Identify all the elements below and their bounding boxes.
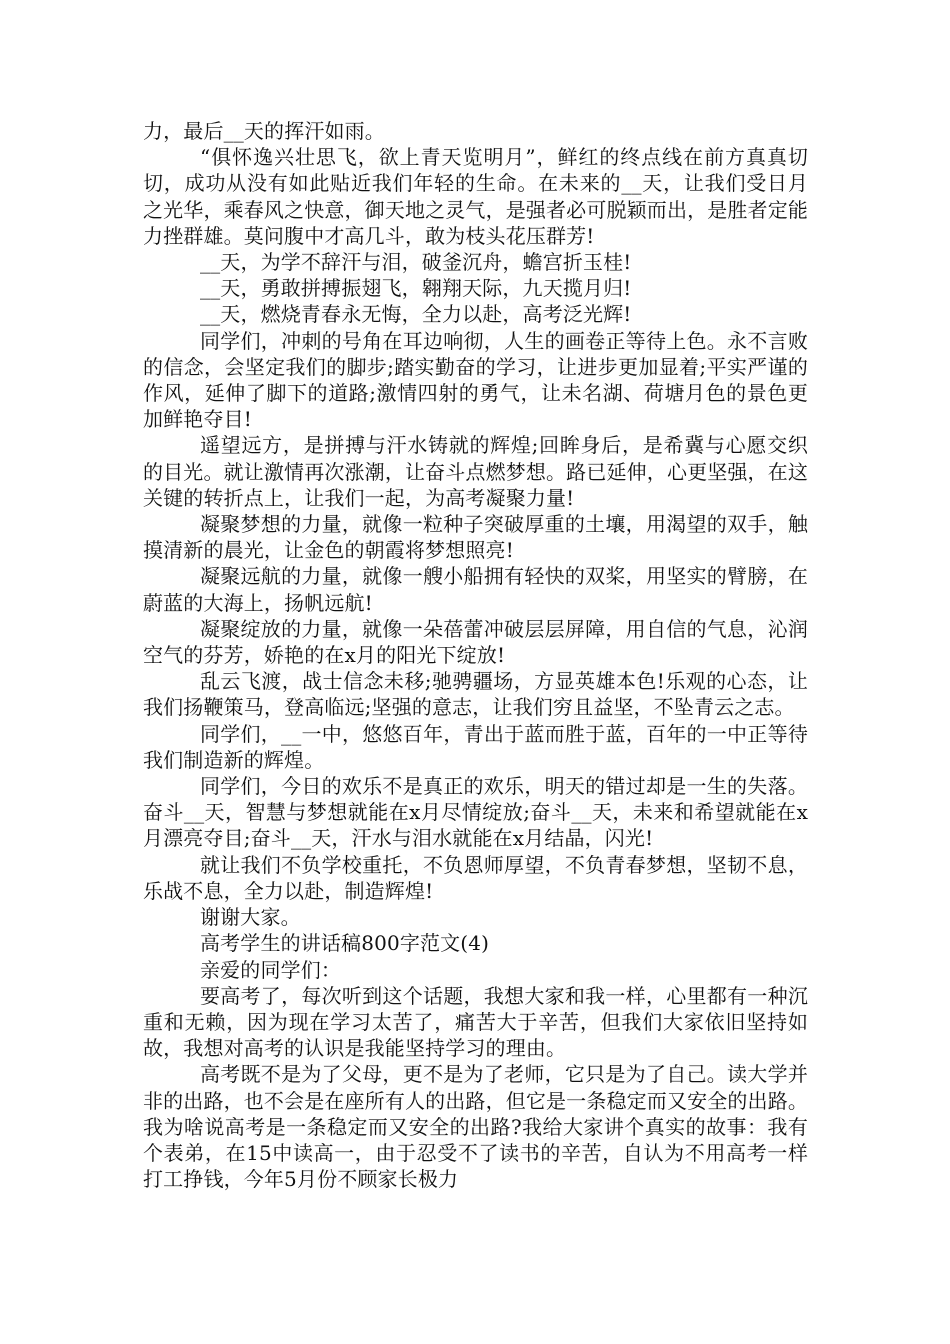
paragraph: __天，为学不辞汗与泪，破釜沉舟，蟾宫折玉桂! <box>200 250 632 275</box>
section-heading: 高考学生的讲话稿800字范文(4) <box>200 931 490 956</box>
paragraph: 凝聚绽放的力量，就像一朵蓓蕾冲破层层屏障，用自信的气息，沁润空气的芬芳，娇艳的在x月的阳光下绽放! <box>143 616 808 668</box>
paragraph: 同学们，冲刺的号角在耳边响彻，人生的画卷正等待上色。永不言败的信念，会坚定我们的脚步;踏实勤奋的学习，让进步更加显着;平实严谨的作风，延伸了脚下的道路;激情四射的勇气，让未名湖、荷塘月色的景色更加鲜艳夺目! <box>143 328 808 432</box>
paragraph: 遥望远方，是拼搏与汗水铸就的辉煌;回眸身后，是希冀与心愿交织的目光。就让激情再次涨潮，让奋斗点燃梦想。路已延伸，心更坚强，在这关键的转折点上，让我们一起，为高考凝聚力量! <box>143 433 808 510</box>
paragraph: 高考既不是为了父母，更不是为了老师，它只是为了自己。读大学并非的出路，也不会是在座所有人的出路，但它是一条稳定而又安全的出路。我为啥说高考是一条稳定而又安全的出路?我给大家讲个真实的故事：我有个表弟，在15中读高一，由于忍受不了读书的辛苦，自认为不用高考一样打工挣钱，今年5月份不顾家长极力 <box>143 1062 808 1192</box>
paragraph: 乱云飞渡，战士信念未移;驰骋疆场，方显英雄本色!乐观的心态，让我们扬鞭策马，登高临远;坚强的意志，让我们穷且益坚，不坠青云之志。 <box>143 669 808 720</box>
paragraph: “俱怀逸兴壮思飞，欲上青天览明月”，鲜红的终点线在前方真真切切，成功从没有如此贴近我们年轻的生命。在未来的__天，让我们受日月之光华，乘春风之快意，御天地之灵气，是强者必可脱颖而出，是胜者定能力挫群雄。莫问腹中才高几斗，敢为枝头花压群芳! <box>143 145 808 248</box>
paragraph: 同学们，今日的欢乐不是真正的欢乐，明天的错过却是一生的失落。奋斗__天，智慧与梦想就能在x月尽情绽放;奋斗__天，未来和希望就能在x月漂亮夺目;奋斗__天，汗水与泪水就能在x月结晶，闪光! <box>143 774 808 851</box>
salutation: 亲爱的同学们： <box>200 957 342 982</box>
paragraph: 凝聚梦想的力量，就像一粒种子突破厚重的土壤，用渴望的双手，触摸清新的晨光，让金色的朝霞将梦想照亮! <box>143 512 808 563</box>
paragraph: 同学们，__一中，悠悠百年，青出于蓝而胜于蓝，百年的一中正等待我们制造新的辉煌。 <box>143 721 808 772</box>
paragraph: 要高考了，每次听到这个话题，我想大家和我一样，心里都有一种沉重和无赖，因为现在学习太苦了，痛苦大于辛苦，但我们大家依旧坚持如故，我想对高考的认识是我能坚持学习的理由。 <box>143 983 808 1061</box>
paragraph: 就让我们不负学校重托，不负恩师厚望，不负青春梦想，坚韧不息，乐战不息，全力以赴，制造辉煌! <box>143 852 808 903</box>
paragraph: __天，勇敢拼搏振翅飞，翱翔天际，九天揽月归! <box>200 276 632 301</box>
paragraph: 凝聚远航的力量，就像一艘小船拥有轻快的双桨，用坚实的臂膀，在蔚蓝的大海上，扬帆远航! <box>143 564 808 615</box>
paragraph: 力，最后__天的挥汗如雨。 <box>143 119 385 143</box>
document-page <box>143 118 808 1192</box>
closing-line: 谢谢大家。 <box>200 905 301 930</box>
paragraph: __天，燃烧青春永无悔，全力以赴，高考泛光辉! <box>200 302 632 327</box>
